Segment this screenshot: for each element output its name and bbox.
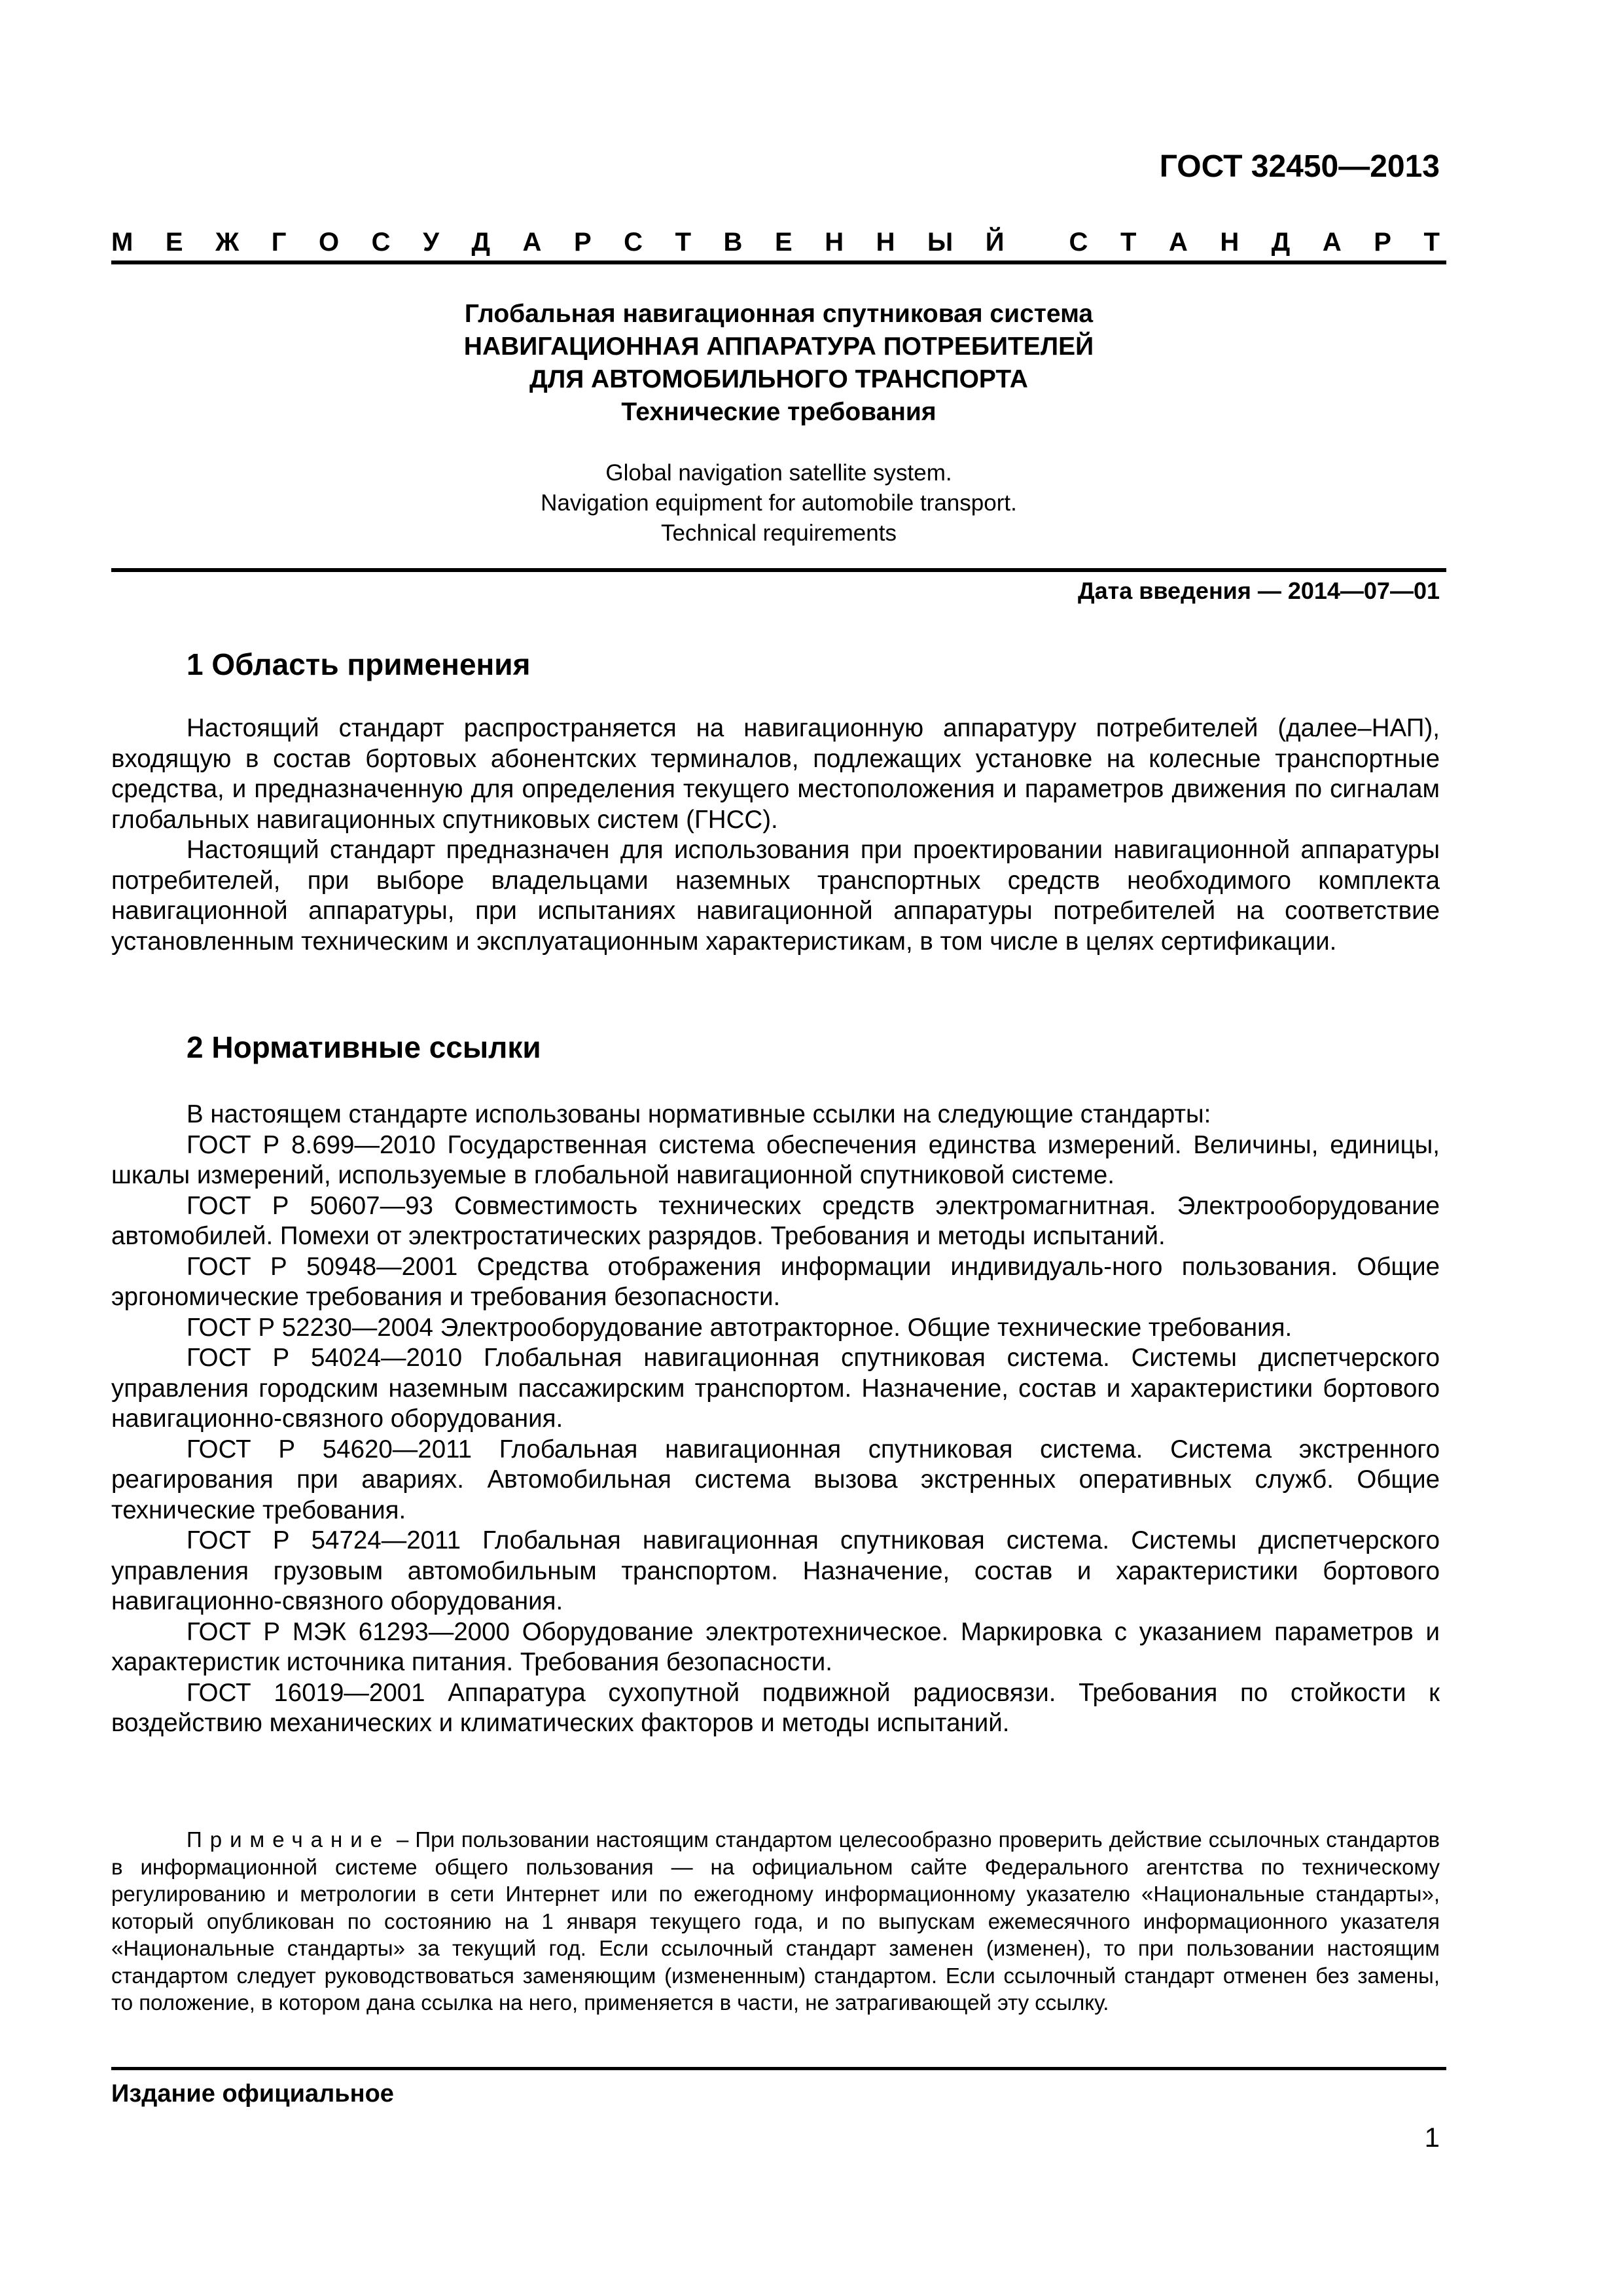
interstate-letter: Д <box>1271 228 1291 257</box>
english-title-line-1: Global navigation satellite system. <box>605 460 952 486</box>
interstate-letter: Д <box>471 228 490 257</box>
english-title-line-2: Navigation equipment for automobile transport. <box>541 490 1017 516</box>
gost-number: ГОСТ 32450—2013 <box>1159 149 1440 184</box>
english-title-line-3: Technical requirements <box>661 520 897 546</box>
interstate-letter: Н <box>825 228 844 257</box>
normative-ref-intro: В настоящем стандарте использованы нормативные ссылки на следующие стандарты: <box>187 1100 1211 1128</box>
title-rule <box>111 568 1446 572</box>
interstate-letter: О <box>318 228 340 257</box>
introduction-date: Дата введения — 2014—07—01 <box>1077 577 1440 604</box>
normative-ref-item: ГОСТ Р МЭК 61293—2000 Оборудование электротехническое. Маркировка с указанием параметров и характеристик источника питания. Требования безопасности. <box>111 1617 1440 1676</box>
interstate-letter: Н <box>1220 228 1240 257</box>
title-line-3: ДЛЯ АВТОМОБИЛЬНОГО ТРАНСПОРТА <box>529 365 1028 393</box>
section-1-paragraph: Настоящий стандарт распространяется на навигационную аппаратуру потребителей (далее–НАП), входящую в состав бортовых абонентских терминалов, подлежащих установке на колесные транспортные средства, и предназначенную для определения текущего местоположения и параметров движения по сигналам глобальных навигационных спутниковых систем (ГНСС). <box>111 714 1440 834</box>
title-line-1: Глобальная навигационная спутниковая система <box>464 300 1094 328</box>
interstate-letter: Е <box>165 228 183 257</box>
note-block <box>111 1826 1440 2017</box>
section-1-paragraph: Настоящий стандарт предназначен для использования при проектировании навигационной аппаратуры потребителей, при выборе владельцами наземных транспортных средств необходимого комплекта навигационной аппаратуры, при испытаниях навигационной аппаратуры потребителей на соответствие установленным техническим и эксплуатационным характеристикам, в том числе в целях сертификации. <box>111 836 1440 956</box>
interstate-letter: Р <box>573 228 592 257</box>
interstate-letter: С <box>371 228 391 257</box>
interstate-letter: Г <box>271 228 287 257</box>
official-edition-label: Издание официальное <box>111 2080 394 2108</box>
section-1-heading: 1 Область применения <box>187 647 531 681</box>
note-text: – При пользовании настоящим стандартом целесообразно проверить действие ссылочных стандартов в информационной системе общего пользования — на официальном сайте Федерального агентства по техническому регулированию и метрологии в сети Интернет или по ежегодному информационному указателю «Национальные стандарты», который опубликован по состоянию на 1 января текущего года, и по выпускам ежемесячного информационного указателя «Национальные стандарты» за текущий год. Если ссылочный стандарт заменен (изменен), то при пользовании настоящим стандартом следует руководствоваться заменяющим (измененным) стандартом. Если ссылочный стандарт отменен без замены, то положение, в котором дана ссылка на него, применяется в части, не затрагивающей эту ссылку. <box>111 1827 1440 2015</box>
normative-ref-item: ГОСТ Р 54024—2010 Глобальная навигационная спутниковая система. Системы диспетчерского управления городским наземным пассажирским транспортом. Назначение, состав и характеристики бортового навигационно-связного оборудования. <box>111 1344 1440 1433</box>
interstate-letter: А <box>1168 228 1188 257</box>
interstate-letter: Т <box>1423 228 1440 257</box>
normative-ref-item: ГОСТ Р 54724—2011 Глобальная навигационная спутниковая система. Системы диспетчерского управления грузовым автомобильным транспортом. Назначение, состав и характеристики бортового навигационно-связного оборудования. <box>111 1526 1440 1615</box>
interstate-letter: С <box>1069 228 1088 257</box>
interstate-letter: Н <box>876 228 895 257</box>
section-1-body <box>111 713 1440 957</box>
note-paragraph <box>111 1826 1440 2017</box>
interstate-letter: С <box>624 228 643 257</box>
interstate-letter: Т <box>675 228 692 257</box>
interstate-letter: Ж <box>215 228 240 257</box>
normative-ref-item: ГОСТ Р 8.699—2010 Государственная система обеспечения единства измерений. Величины, единицы, шкалы измерений, используемые в глобальной навигационной спутниковой системе. <box>111 1130 1440 1189</box>
interstate-standard-heading <box>111 226 1440 259</box>
interstate-letter: М <box>111 228 134 257</box>
interstate-letter: А <box>1322 228 1342 257</box>
interstate-letter: А <box>522 228 542 257</box>
header-rule <box>111 260 1446 264</box>
section-2-heading: 2 Нормативные ссылки <box>187 1030 541 1064</box>
document-title <box>111 298 1446 429</box>
normative-ref-item: ГОСТ Р 52230—2004 Электрооборудование автотракторное. Общие технические требования. <box>187 1313 1293 1342</box>
interstate-letter: Т <box>1120 228 1137 257</box>
interstate-letter: У <box>423 228 439 257</box>
normative-ref-item: ГОСТ Р 50607—93 Совместимость технических средств электромагнитная. Электрооборудование автомобилей. Помехи от электростатических разрядов. Требования и методы испытаний. <box>111 1191 1440 1250</box>
interstate-letter: Е <box>774 228 793 257</box>
page-number: 1 <box>1424 2122 1440 2153</box>
normative-ref-item: ГОСТ 16019—2001 Аппаратура сухопутной подвижной радиосвязи. Требования по стойкости к воздействию механических и климатических факторов и методы испытаний. <box>111 1678 1440 1737</box>
english-title <box>111 458 1446 548</box>
interstate-letter: Й <box>985 228 1005 257</box>
interstate-letter: В <box>723 228 743 257</box>
interstate-letter: Ы <box>927 228 954 257</box>
interstate-letter: Р <box>1374 228 1391 257</box>
normative-ref-item: ГОСТ Р 54620—2011 Глобальная навигационная спутниковая система. Система экстренного реагирования при авариях. Автомобильная система вызова экстренных оперативных служб. Общие технические требования. <box>111 1435 1440 1524</box>
section-2-body <box>111 1100 1440 1739</box>
title-line-2: НАВИГАЦИОННАЯ АППАРАТУРА ПОТРЕБИТЕЛЕЙ <box>463 332 1094 361</box>
note-label: Примечание <box>187 1827 391 1852</box>
normative-ref-item: ГОСТ Р 50948—2001 Средства отображения информации индивидуаль-ного пользования. Общие эргономические требования и требования безопасности. <box>111 1252 1440 1311</box>
title-line-4: Технические требования <box>621 398 936 426</box>
footer-rule <box>111 2067 1446 2070</box>
